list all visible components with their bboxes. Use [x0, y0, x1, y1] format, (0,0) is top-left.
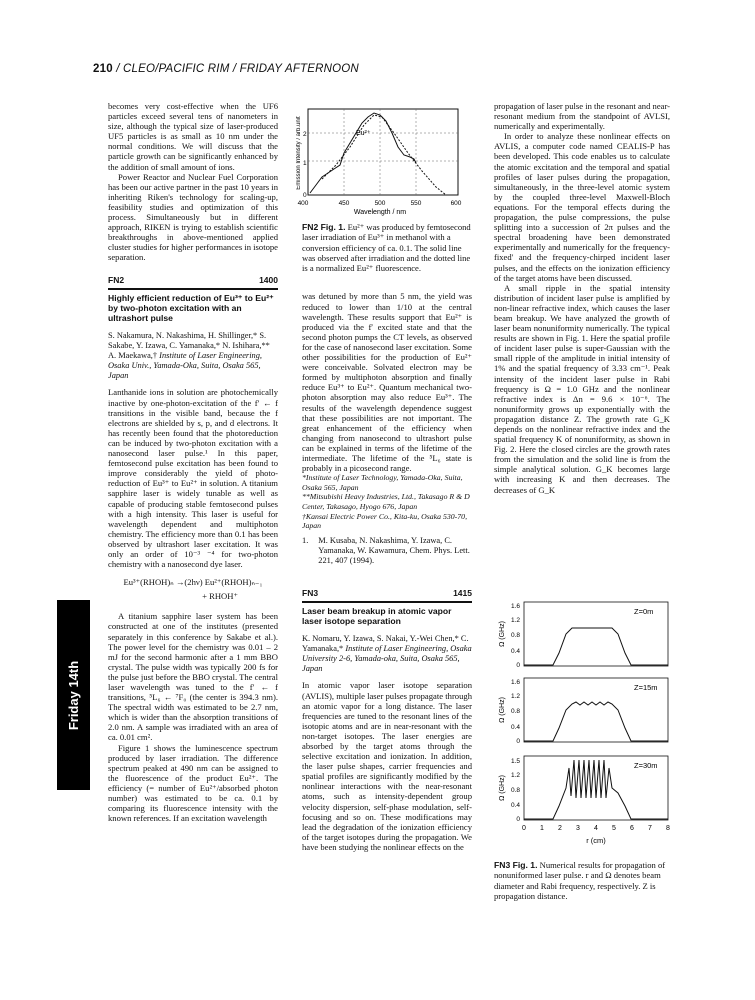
- svg-text:0: 0: [516, 738, 520, 745]
- fn2-code: FN2: [108, 274, 125, 285]
- fn2-affiliation: Institute of Laser Engineering, Osaka Univ., Yamada-Oka, Suita, Osaka 565, Japan: [108, 351, 262, 381]
- fn2-figure: [296, 103, 476, 218]
- fn3-title: Laser beam breakup in atomic vapor laser isotope separation: [302, 605, 452, 627]
- running-title: / CLEO/PACIFIC RIM / FRIDAY AFTERNOON: [112, 63, 359, 75]
- fn2-header: [108, 275, 278, 290]
- side-tab: [57, 600, 90, 790]
- svg-text:Z=30m: Z=30m: [634, 761, 658, 770]
- fn2-figure-label: FN2 Fig. 1.: [302, 222, 346, 232]
- fn3-caption-block: [494, 860, 670, 901]
- svg-text:1: 1: [303, 160, 307, 167]
- svg-text:Ω (GHz): Ω (GHz): [499, 775, 506, 801]
- svg-text:Ω (GHz): Ω (GHz): [499, 697, 506, 723]
- svg-text:0: 0: [303, 192, 307, 199]
- fn3-paragraph-4: A small ripple in the spatial intensity distribution of incident laser pulse is amplified by non-linear refractive index, which causes the laser beam breakup. We have analyzed the growth of laser beam nonuniformity numerically. The typical results are shown in Fig. 1. Here the spatial profile of incident laser pulse is super-Gaussian with the small ripple of the amplitude in initial intensity of 1% and the spatial frequency of 3.33 cm⁻¹. Peak intensity of the incident laser pulse in Rabi frequency is Ω = 1.0 GHz and the nonlinear refractive index is Δn = 9.6 × 10⁻⁶. The nonuniformity grows up exponentially with the propagation distance Z. The growth rate G_K depends on the nonlinear refractive index and the spatial frequency K of nonuniformity, as shown in Fig. 2. Here the closed circles are the growth rates from the simulation and the solid line is from the simple analytical solution. G_K becomes large with increasing K and then decreases. The decreases of G_K: [494, 282, 670, 495]
- svg-text:500: 500: [374, 200, 386, 207]
- svg-text:0.8: 0.8: [510, 708, 520, 715]
- panel-z30: [499, 756, 668, 823]
- page-number: 210: [93, 63, 113, 75]
- fn2-paragraph-3: Figure 1 shows the luminescence spectrum produced by laser irradiation. The difference spectrum peaked at 490 nm can be assigned to the fluorescence of the product Eu²⁺. The efficiency (= number of Eu²⁺/absorbed photon number) was estimated to be ca. 0.1 by comparing its fluorescence intensity with the known references. If an excitation wavelength: [108, 742, 278, 824]
- svg-text:7: 7: [648, 825, 652, 832]
- fn3-figure-caption-text: Numerical results for propagation of nonuniformed laser pulse. r and Ω denotes beam diameter and Rabi frequency, respectively. Z is propagation distance.: [494, 860, 666, 901]
- column-1: [108, 101, 278, 823]
- fn3-authors: K. Nomaru, Y. Izawa, S. Nakai, Y.-Wei Chen,* C. Yamanaka,*: [302, 634, 469, 654]
- fn2-paragraph-4: was detuned by more than 5 nm, the yield was reduced to lower than 1/10 at the central wavelength. These results support that Eu²⁺ is produced via the f′ excited state and that the second photon pumps the CT levels, as observed for the case of nanosecond laser excitation. Some other possibilities for the production of Eu²⁺ were conceivable. Solvated electron may be formed by multiphoton absorption and finally reduce Eu³⁺ to Eu²⁺. Quantum mechanical two-photon absorption may also reduce Eu³⁺. The results of the wavelength dependence suggest that these possibilities are not important. The great enhancement of the efficiency when changing from nanosecond to ultrashort pulse can be explained in terms of the lifetime of the intermediate. The lifetime of the ⁵L₆ state is probably in a picosecond range.: [302, 291, 472, 474]
- fn3-time: 1415: [453, 587, 472, 598]
- fn2-authors-block: [108, 331, 278, 381]
- svg-text:1.2: 1.2: [510, 693, 520, 700]
- svg-text:2: 2: [303, 131, 307, 138]
- svg-text:1.6: 1.6: [510, 679, 520, 686]
- fn2-authors: S. Nakamura, N. Nakashima, H. Shillinger,* S. Sakabe, Y. Izawa, C. Yamanaka,* N. Ishihara,** A. Maekawa,†: [108, 331, 270, 361]
- svg-text:Eu²⁺: Eu²⁺: [356, 130, 371, 137]
- fn2-footnotes: [302, 473, 472, 531]
- fn3-header: [302, 588, 472, 603]
- side-tab-label: Friday 14th: [66, 660, 82, 730]
- svg-text:6: 6: [630, 825, 634, 832]
- fn3-authors-block: [302, 634, 472, 674]
- svg-text:0.4: 0.4: [510, 802, 520, 809]
- panel-z15: [499, 678, 668, 745]
- panel-z0: [499, 602, 668, 669]
- fn2-reference: [302, 536, 472, 566]
- svg-text:1.6: 1.6: [510, 603, 520, 610]
- svg-text:4: 4: [594, 825, 598, 832]
- fn3-code: FN3: [302, 587, 319, 598]
- running-head: [93, 63, 359, 75]
- intro-paragraph-1: becomes very cost-effective when the UF6 particles exceed several tens of nanometers in size, although the typical size of laser-produced UF5 particles is as small as 10 nm under the normal conditions. We will discuss that the particle growth can be significantly enhanced by the addition of small amount of ions.: [108, 101, 278, 172]
- fn2-reference-text: M. Kusaba, N. Nakashima, Y. Izawa, C. Yamanaka, W. Kawamura, Chem. Phys. Lett. 221, 407 (1994).: [318, 535, 470, 565]
- svg-text:550: 550: [410, 200, 422, 207]
- svg-text:1: 1: [540, 825, 544, 832]
- fn3-paragraph-3: In order to analyze these nonlinear effects on AVLIS, a computer code named CEALIS-P has been developed. This code enables us to calculate the atomic excitation and the temporal and spatial profiles of laser pulses during the propagation, simultaneously, in the three-level atomic system by the coupled three-level Maxwell-Bloch equations. For the temporal effects during the propagation, the pulse compressions, the pulse splitting into a succession of 2π pulses and the spectral broadening have been demonstrated experimentally and numerically for the frequency-fixed′ and the frequency-chirped incident laser pulses, and the effects on the ionization efficiency of the target atoms have been discussed.: [494, 131, 670, 283]
- fn2-time: 1400: [259, 274, 278, 285]
- fn3-paragraph-2: propagation of laser pulse in the resonant and near-resonant medium from the standpoint of AVLSI, numerically and experimentally.: [494, 101, 670, 132]
- svg-text:1.2: 1.2: [510, 617, 520, 624]
- svg-text:400: 400: [297, 200, 309, 207]
- fn3-figure-label: FN3 Fig. 1.: [494, 860, 538, 870]
- svg-text:Emission Intensity / arb.unit: Emission Intensity / arb.unit: [296, 116, 302, 190]
- svg-text:5: 5: [612, 825, 616, 832]
- fn2-equation-line-2: + RHOH⁺: [202, 591, 238, 602]
- fn2-equation-line-1: Eu³⁺(RHOH)ₙ →(2hν) Eu²⁺(RHOH)ₙ₋₁: [123, 577, 263, 588]
- fn2-title: Highly efficient reduction of Eu³⁺ to Eu²⁺ by two-photon excitation with an ultrashort pulse: [108, 292, 274, 324]
- fn3-figure-caption: [494, 860, 670, 901]
- fn3-paragraph-1: In atomic vapor laser isotope separation (AVLIS), multiple laser pulses propagate through an atomic vapor for a long distance. The laser frequencies are tuned to the resonant lines of the isotopic atoms and are in near-resonant with the non-target isotopes. The laser energies are absorbed by the target atoms through the selective excitation and ionization. In addition, the laser pulse shapes, carrier frequencies and spatial profiles are significantly modified by the nonlinear interactions with the near-resonant atoms, such as intensity-dependent group velocity dispersion, self-phase modulation, self-focusing and so on. These modifications may lead the degradation of the ionization efficiency of the target isotopes during the propagation. We have been studying the nonlinear effects on the: [302, 680, 472, 852]
- intro-paragraph-2: Power Reactor and Nuclear Fuel Corporation has been our active partner in the past 10 years in inheriting Riken's technology for scaling-up, feasibility studies and optimization of this process. Simultaneously but in different approach, RIKEN is trying to establish scientific breakthroughs in above-mentioned applied cluster studies for higher performances in isotope separation.: [108, 171, 278, 263]
- svg-text:0.8: 0.8: [510, 787, 520, 794]
- svg-text:Z=15m: Z=15m: [634, 683, 658, 692]
- svg-text:2: 2: [558, 825, 562, 832]
- column-3: [494, 101, 670, 495]
- svg-text:1.5: 1.5: [510, 758, 520, 765]
- svg-text:600: 600: [450, 200, 462, 207]
- svg-text:3: 3: [576, 825, 580, 832]
- svg-text:0.8: 0.8: [510, 632, 520, 639]
- fn2-figure-caption-text: Eu²⁺ was produced by femtosecond laser irradiation of Eu³⁺ in methanol with a conversion efficiency of ca. 0.1. The solid line was observed after irradiation and the dotted line is a normalized Eu²⁺ fluorescence.: [302, 222, 471, 274]
- column-2: [302, 222, 472, 852]
- fn3-figure: [494, 598, 679, 858]
- fn2-footnote-2: **Mitsubishi Heavy Industries, Ltd., Takasago R & D Center, Takasago, Hyogo 676, Japan: [302, 492, 470, 511]
- fn2-footnote-3: †Kansai Electric Power Co., Kita-ku, Osaka 530-70, Japan: [302, 511, 468, 531]
- svg-text:0: 0: [516, 662, 520, 669]
- svg-text:8: 8: [666, 825, 670, 832]
- fn2-emission-spectrum-chart: [296, 103, 476, 218]
- svg-text:0: 0: [522, 825, 526, 832]
- fn2-footnote-1: *Institute of Laser Technology, Yamada-Oka, Suita, Osaka 565, Japan: [302, 473, 463, 492]
- fn3-numerical-results-chart: [494, 598, 679, 858]
- fn3-affiliation: Institute of Laser Engineering, Osaka University 2-6, Yamada-oka, Suita, Osaka 565, Japan: [302, 644, 472, 674]
- svg-text:0.4: 0.4: [510, 724, 520, 731]
- svg-text:0.4: 0.4: [510, 648, 520, 655]
- svg-text:r (cm): r (cm): [586, 836, 606, 845]
- svg-text:Wavelength / nm: Wavelength / nm: [353, 209, 407, 216]
- fn2-paragraph-1: Lanthanide ions in solution are photochemically inactive by one-photon-excitation of the f′ ← f transitions in the visible band, because the f electrons are shielded by s, p, and d electrons. It has recently been found that the photoreduction can be induced by two-photon excitation with a nanosecond laser pulse.¹ In this paper, femtosecond pulse excitation has been found to improve considerably the yield of photo-reduction of Eu³⁺ to Eu²⁺ in solution. A titanium sapphire laser is widely tunable as well as capable of producing stable femtosecond pulses with a high intensity. This laser is useful for wavelength dependent and multiphoton chemistry. The efficiency more than 0.1 has been observed by ultrashort laser excitation. It was only an order of 10⁻³ ⁻⁴ for two-photon chemistry with a nanosecond dye laser.: [108, 387, 278, 570]
- fn2-reference-number: 1.: [302, 535, 309, 545]
- svg-text:450: 450: [338, 200, 350, 207]
- svg-text:0: 0: [516, 816, 520, 823]
- svg-text:1.2: 1.2: [510, 772, 520, 779]
- fn2-figure-caption: [302, 222, 472, 273]
- fn2-paragraph-2: A titanium sapphire laser system has been constructed at one of the institutes (presented separately in this conference by Sakabe et al.). The power level for the chemistry was 0.01 – 2 mJ for the second harmonic after a 1 mm BBO crystal. The pulse width was typically 200 fs for the pulse just before the BBO crystal. The central laser wavelength was tuned to the f′ ← f transitions, ⁵L₆ ← ⁷F₀ (the center is 394.3 nm). The spectral width was estimated to be 2.7 nm, which is wider than the absorption transitions of 2.0 nm. A sample was irradiated with an area of ca. 0.01 cm².: [108, 611, 278, 743]
- svg-text:Z=0m: Z=0m: [634, 607, 654, 616]
- svg-text:Ω (GHz): Ω (GHz): [499, 621, 506, 647]
